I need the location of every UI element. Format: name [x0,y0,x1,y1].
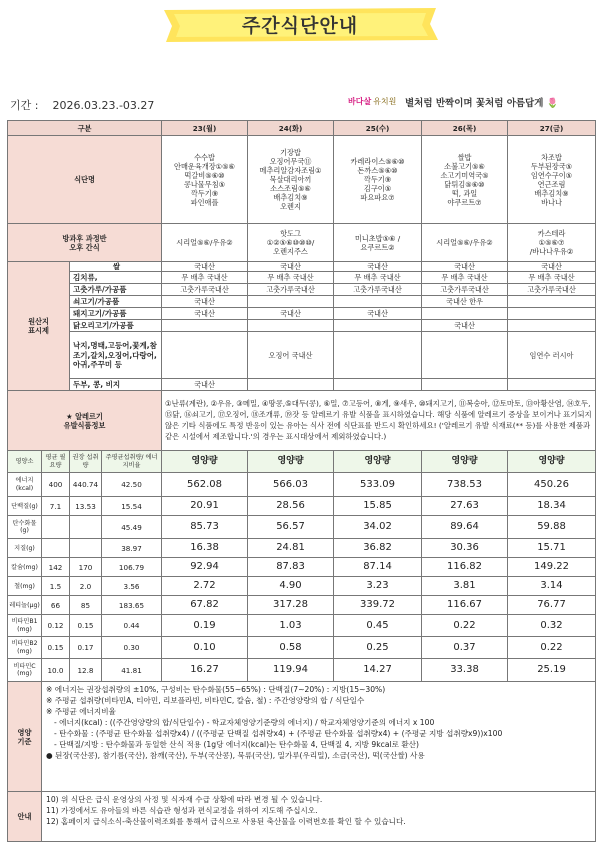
nutrient-rec: 0.15 [70,615,102,637]
snack-cell [334,224,422,262]
origin-cell: 국내산 [248,262,334,272]
menu-item: 카스테라 [537,229,566,238]
origin-cell: 고춧가루국내산 [508,284,596,296]
menu-item: 깍두기⑨ [190,188,219,198]
snack-cell [422,224,508,262]
menu-item: 떡갈비⑤⑥⑩ [184,170,225,180]
menu-item: 핫도그 [280,229,301,238]
origin-cell: 고춧가루국내산 [422,284,508,296]
origin-cell: 국내산 [422,320,508,332]
nutrient-name: 레티놀(μg) [8,596,42,615]
period [10,97,168,113]
menu-item: 시리얼⑤⑥/우유② [176,238,233,247]
origin-cell: 국내산 [162,262,248,272]
origin-row [8,379,596,391]
nutrition-col-head: 영양량 [334,451,422,473]
origin-item: 쌀 [70,262,162,272]
menu-item: ①②⑤⑥⑩⑩⑩/ [266,238,315,247]
menu-item: 쌀밥 [457,152,472,162]
nutrient-week: 42.50 [102,473,162,497]
origin-cell: 무 배추 국내산 [248,272,334,284]
nutrient-week: 45.49 [102,516,162,539]
nutrient-value: 0.22 [508,637,596,659]
menu-row [8,136,596,224]
nutrient-avg: 142 [42,558,70,577]
nutrient-rec [70,539,102,558]
nutrient-avg: 66 [42,596,70,615]
nutrient-rec: 12.8 [70,659,102,682]
standard-line: - 에너지(kcal) : ((주간영양량의 합/식단일수) - 학교자체영양기준량의 에너지) / 학교자체영양기준의 에너지 x 100 [54,718,435,728]
allergy-row [8,391,596,451]
nutrient-value: 87.14 [334,558,422,577]
origin-cell [508,296,596,308]
nutrient-value: 28.56 [248,497,334,516]
snack-label-line: 방과후 과정반 [62,233,107,243]
nutrient-value: 18.34 [508,497,596,516]
nutrition-col-head: 영양량 [248,451,334,473]
menu-item: 콩나물무침⑤ [183,179,226,189]
nutrient-week: 38.97 [102,539,162,558]
nutrient-week: 41.81 [102,659,162,682]
standard-label [8,682,42,792]
origin-cell: 국내산 [162,308,248,320]
origin-cell: 국내산 [162,379,248,391]
allergy-label [8,391,162,451]
nutrient-avg: 0.15 [42,637,70,659]
menu-cell [508,136,596,224]
menu-item: 파인애플 [190,197,219,207]
snack-cell [508,224,596,262]
nutrition-head: 영양소 [8,451,42,473]
nutrient-value: 16.38 [162,539,248,558]
origin-cell [162,320,248,332]
origin-cell: 고춧가루국내산 [334,284,422,296]
nutrient-value: 36.82 [334,539,422,558]
nutrient-avg: 0.12 [42,615,70,637]
header-day: 24(화) [248,121,334,136]
nutrient-value: 2.72 [162,577,248,596]
menu-item: 소고기미역국⑤ [440,170,489,180]
nutrient-rec [70,516,102,539]
menu-item: 기장밥 [280,148,301,157]
nutrient-name: 탄수화물 (g) [8,516,42,539]
standard-line: ● 된장(국산콩), 참기름(국산), 참깨(국산), 두부(국산콩), 묵류(국산), 밀가루(우리밀), 소금(국산), 떡(국산쌀) 사용 [46,751,425,761]
origin-cell: 국내산 [334,262,422,272]
origin-cell [334,296,422,308]
origin-cell: 무 배추 국내산 [162,272,248,284]
nutrient-value: 566.03 [248,473,334,497]
nutrient-value: 116.67 [422,596,508,615]
origin-item: 고춧가루/가공품 [70,284,162,296]
nutrition-row [8,615,596,637]
nutrient-value: 20.91 [162,497,248,516]
origin-cell [248,379,334,391]
page-title: 주간식단안내 [241,15,359,37]
standard-line: ※ 주평균 섭취량(비타민A, 티아민, 리보플라빈, 비타민C, 칼슘, 철) : 주간영양량의 합 / 식단일수 [46,696,365,706]
header-day: 27(금) [508,121,596,136]
nutrient-value: 87.83 [248,558,334,577]
nutrient-value: 0.25 [334,637,422,659]
snack-row [8,224,596,262]
nutrition-head: 주평균섭취량/ 에너지비율 [102,451,162,473]
nutrient-name: 비타민B1 (mg) [8,615,42,637]
menu-cell [248,136,334,224]
standard-text [42,682,596,792]
menu-item: 임연수구이⑤ [530,170,573,180]
menu-item: 차조밥 [541,152,562,162]
menu-cell [334,136,422,224]
origin-item: 두부, 콩, 비지 [70,379,162,391]
menu-item: 닭튀김⑤⑥⑩ [444,179,485,189]
nutrient-value: 0.45 [334,615,422,637]
origin-row [8,272,596,284]
nutrient-value: 0.22 [422,615,508,637]
origin-cell [334,320,422,332]
snack-cell [248,224,334,262]
origin-cell: 임연수 러시아 [508,332,596,379]
menu-item: 깍두기⑨ [363,175,392,184]
origin-cell [248,320,334,332]
allergy-label-line: ★ 알레르기 [66,411,103,421]
origin-cell: 국내산 [422,262,508,272]
menu-item: ①⑤⑥⑦ [538,238,565,247]
menu-item: 소불고기⑤⑥ [444,161,485,171]
nutrient-rec: 85 [70,596,102,615]
period-value: 2026.03.23.-03.27 [52,99,155,112]
notice-line: 12) 홈페이지 급식소식-축산물이력조회를 통해서 급식으로 사용된 축산물을 이력번호를 확인 할 수 있습니다. [46,817,406,827]
origin-cell: 무 배추 국내산 [422,272,508,284]
origin-cell: 국내산 [508,262,596,272]
origin-item: 돼지고기/가공품 [70,308,162,320]
origin-row [8,284,596,296]
notice-text [42,792,596,842]
nutrient-value: 76.77 [508,596,596,615]
notice-label: 안내 [8,792,42,842]
menu-item: 오렌지 [280,202,301,211]
nutrient-value: 14.27 [334,659,422,682]
origin-cell [162,332,248,379]
menu-item: 배추김치⑨ [534,188,569,198]
nutrient-rec: 2.0 [70,577,102,596]
nutrient-week: 3.56 [102,577,162,596]
origin-row [8,332,596,379]
period-label: 기간 : [10,99,39,112]
nutrition-col-head: 영양량 [162,451,248,473]
menu-item: 묵살대리아끼 [269,175,312,184]
nutrient-avg: 10.0 [42,659,70,682]
snack-label-line: 오후 간식 [69,242,100,252]
standard-row [8,682,596,792]
menu-item: 연근조림 [537,179,566,189]
nutrition-row [8,497,596,516]
origin-label-line: 표시제 [28,326,49,336]
nutrient-value: 149.22 [508,558,596,577]
nutrition-row [8,516,596,539]
origin-cell: 국내산 한우 [422,296,508,308]
nutrient-value: 25.19 [508,659,596,682]
nutrient-avg [42,539,70,558]
origin-row [8,262,596,272]
nutrition-head-row [8,451,596,473]
allergy-info: ①난류(계란), ②우유, ③메밀, ④땅콩,⑤대두(콩), ⑥밀, ⑦고등어, ⑧게, ⑨새우, ⑩돼지고기, ⑪복숭아, ⑫토마토, ⑬아황산염, ⑭호두, ⑮닭, ⑯쇠고기, ⑰오징어, ⑱조개류, ⑲잣 등 알레르기 유발 식품을 표시하였습니다. 해당 식품에 알레르기 증상을 보이거나 표기되지 않은 기타 식품에도 특정 반응이 있는 유아는 식사 전에 식단표를 반드시 확인하세요! ('알레르기 유발 식재료(** 등)를 사용한 제품과 같은 시설에서 제조합니다.'의 경우는 표시대상에서 제외하였습니다.) [162,391,596,451]
origin-label [8,262,70,391]
nutrient-value: 317.28 [248,596,334,615]
menu-item: 떡, 과일 [451,188,478,198]
nutrient-week: 106.79 [102,558,162,577]
nutrient-value: 0.32 [508,615,596,637]
origin-cell: 국내산 [248,308,334,320]
nutrient-value: 85.73 [162,516,248,539]
nutrition-row [8,539,596,558]
nutrition-row [8,473,596,497]
menu-cell [162,136,248,224]
header-day: 26(목) [422,121,508,136]
menu-item: 두부된장국⑤ [530,161,573,171]
menu-item: 수수밥 [194,152,215,162]
origin-item: 닭오리고기/가공품 [70,320,162,332]
nutrition-head: 권장 섭취량 [70,451,102,473]
weekly-menu-table [7,120,596,842]
origin-cell [422,332,508,379]
origin-item: 쇠고기/가공품 [70,296,162,308]
nutrient-value: 0.58 [248,637,334,659]
menu-item: 배추김치⑨ [273,193,308,202]
origin-cell: 오징어 국내산 [248,332,334,379]
nutrient-rec: 0.17 [70,637,102,659]
nutrient-value: 4.90 [248,577,334,596]
allergy-label-line: 유발식품정보 [63,420,106,430]
nutrient-name: 비타민B2 (mg) [8,637,42,659]
menu-item: 오징어무국⑪ [269,157,312,166]
nutrient-value: 89.64 [422,516,508,539]
nutrient-value: 16.27 [162,659,248,682]
nutrient-value: 0.37 [422,637,508,659]
nutrient-value: 0.10 [162,637,248,659]
nutrition-row [8,558,596,577]
origin-cell [334,332,422,379]
nutrient-week: 0.30 [102,637,162,659]
menu-item: 안매운육개장①⑤⑥ [174,161,236,171]
notice-row [8,792,596,842]
header-row [8,121,596,136]
nutrient-value: 339.72 [334,596,422,615]
title-banner [160,4,440,44]
origin-item: 낙지,명태,고등어,꽃게,참조기,갈치,오징어,다랑어,아귀,주꾸미 등 [70,332,162,379]
menu-item: 바나나 [541,197,562,207]
menu-item: 야쿠르트⑦ [447,197,482,207]
standard-label-line: 영양 [17,727,32,737]
nutrient-value: 33.38 [422,659,508,682]
notice-line: 11) 가정에서도 유아들의 바른 식습관 형성과 편식교정을 위하여 지도해 주십시오. [46,806,318,816]
nutrient-rec: 13.53 [70,497,102,516]
nutrition-col-head: 영양량 [508,451,596,473]
nutrient-value: 0.19 [162,615,248,637]
origin-cell: 국내산 [334,308,422,320]
origin-cell: 무 배추 국내산 [334,272,422,284]
menu-item: 파요파요⑦ [360,193,395,202]
standard-label-line: 기준 [17,736,32,746]
nutrient-value: 67.82 [162,596,248,615]
origin-row [8,308,596,320]
nutrition-row [8,637,596,659]
logo-name: 바다살 [348,97,372,106]
nutrient-value: 27.63 [422,497,508,516]
nutrient-value: 24.81 [248,539,334,558]
standard-line: ※ 에너지는 권장섭취량의 ±10%, 구성비는 탄수화물(55~65%) : 단백질(7~20%) : 지방(15~30%) [46,685,386,695]
origin-row [8,296,596,308]
nutrient-avg: 1.5 [42,577,70,596]
origin-label-line: 원산지 [28,317,49,327]
menu-item: 메추리알감자조림① [259,166,322,175]
nutrition-col-head: 영양량 [422,451,508,473]
menu-label: 식단명 [8,136,162,224]
origin-cell [508,379,596,391]
origin-cell [422,308,508,320]
nutrient-value: 30.36 [422,539,508,558]
origin-cell: 고춧가루국내산 [162,284,248,296]
kindergarten-logo [348,96,396,107]
nutrition-row [8,659,596,682]
origin-row [8,320,596,332]
header-category: 구분 [8,121,162,136]
nutrient-rec: 170 [70,558,102,577]
nutrient-value: 116.82 [422,558,508,577]
menu-item: 시리얼⑤⑥/우유② [436,238,493,247]
menu-item: 미니초밥⑤⑥ / [354,233,401,243]
nutrient-name: 지질(g) [8,539,42,558]
nutrient-name: 비타민C (mg) [8,659,42,682]
nutrient-value: 3.14 [508,577,596,596]
nutrient-value: 119.94 [248,659,334,682]
origin-cell [508,308,596,320]
nutrient-avg: 7.1 [42,497,70,516]
nutrient-avg: 400 [42,473,70,497]
logo-sub: 유치원 [373,97,397,106]
nutrition-row [8,596,596,615]
origin-item: 김치류, [70,272,162,284]
origin-cell: 고춧가루국내산 [248,284,334,296]
nutrient-value: 3.81 [422,577,508,596]
snack-label [8,224,162,262]
nutrient-value: 15.85 [334,497,422,516]
nutrition-row [8,577,596,596]
menu-item: /바나나우유② [529,247,574,256]
nutrient-name: 철(mg) [8,577,42,596]
nutrient-name: 칼슘(mg) [8,558,42,577]
standard-line: - 탄수화물 : (주평균 탄수화물 섭취량x4) / ((주평균 단백질 섭취량x4) + (주평균 탄수화물 섭취량x4) + (주평균 지방 섭취량x9))x100 [54,729,503,739]
nutrient-rec: 440.74 [70,473,102,497]
nutrition-head: 평균 필요량 [42,451,70,473]
header-day: 25(수) [334,121,422,136]
nutrient-value: 56.57 [248,516,334,539]
nutrient-week: 183.65 [102,596,162,615]
notice-line: 10) 위 식단은 급식 운영상의 사정 및 식자재 수급 상황에 따라 변경 될 수 있습니다. [46,795,323,805]
header-day: 23(월) [162,121,248,136]
snack-cell [162,224,248,262]
menu-item: 요쿠르트② [360,242,395,252]
standard-line: - 단백질/지방 : 탄수화물과 동일한 산식 적용 (1g당 에너지(kcal)는 탄수화물 4, 단백질 4, 지방 9kcal로 환산) [54,740,419,750]
brand-slogan: 별처럼 반짝이며 꽃처럼 아름답게 🌷 [405,98,559,109]
menu-item: 김구이⑤ [363,184,392,193]
origin-cell [334,379,422,391]
nutrient-value: 3.23 [334,577,422,596]
brand [348,92,596,114]
menu-item: 오렌지주스 [273,247,308,256]
nutrient-week: 0.44 [102,615,162,637]
nutrient-value: 59.88 [508,516,596,539]
nutrient-name: 단백질(g) [8,497,42,516]
nutrient-week: 15.54 [102,497,162,516]
nutrient-value: 533.09 [334,473,422,497]
nutrient-value: 92.94 [162,558,248,577]
nutrient-value: 1.03 [248,615,334,637]
nutrient-value: 562.08 [162,473,248,497]
nutrient-value: 738.53 [422,473,508,497]
nutrient-value: 450.26 [508,473,596,497]
origin-cell [508,320,596,332]
origin-cell [422,379,508,391]
menu-item: 돈까스⑤⑥⑩ [357,166,398,175]
menu-item: 소스조림⑤⑥ [270,184,311,193]
nutrient-value: 34.02 [334,516,422,539]
nutrient-value: 15.71 [508,539,596,558]
origin-cell: 국내산 [162,296,248,308]
nutrient-name: 에너지 (kcal) [8,473,42,497]
standard-line: ※ 주평균 에너지비율 [46,707,116,717]
nutrient-avg [42,516,70,539]
origin-cell [248,296,334,308]
menu-cell [422,136,508,224]
menu-item: 카레라이스⑤⑥⑩ [350,157,405,166]
origin-cell: 무 배추 국내산 [508,272,596,284]
